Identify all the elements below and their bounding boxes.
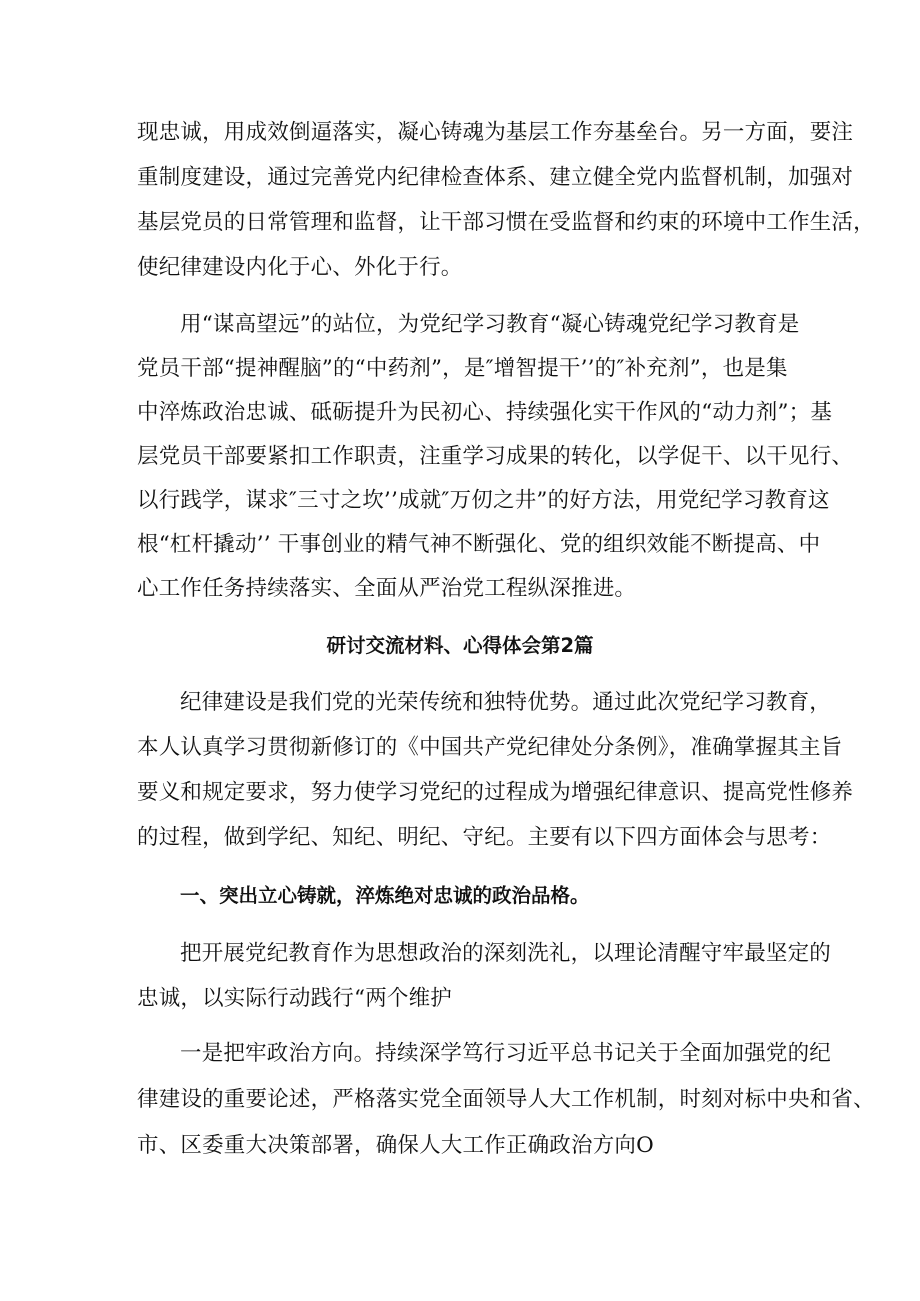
paragraph-line: 市、区委重大决策部署，确保人大工作正确政治方向O [137, 1133, 654, 1158]
subsection-heading: 一、突出立心铸就，淬炼绝对忠诚的政治品格。 [180, 884, 590, 907]
paragraph-line: 根“杠杆撬动’’ 干事创业的精气神不断强化、党的组织效能不断提高、中 [137, 532, 821, 557]
section-title: 研讨交流材料、心得体会第2篇 [326, 634, 594, 657]
paragraph-line: 以行践学，谋求″三寸之坎’’成就″万仞之井”的好方法，用党纪学习教育这 [137, 488, 830, 513]
paragraph-line: 把开展党纪教育作为思想政治的深刻洗礼，以理论清醒守牢最坚定的 [180, 941, 832, 966]
paragraph-line: 纪律建设是我们党的光荣传统和独特优势。通过此次党纪学习教育， [180, 690, 832, 715]
paragraph-line: 本人认真学习贯彻新修订的《中国共产党纪律处分条例》，准确掌握其主旨 [137, 735, 843, 760]
paragraph-line: 用“谋高望远”的站位，为党纪学习教育“凝心铸魂党纪学习教育是 [180, 312, 800, 337]
paragraph-line: 心工作任务持续落实、全面从严治党工程纵深推进。 [137, 576, 637, 601]
paragraph-line: 中淬炼政治忠诚、砥砺提升为民初心、持续强化实干作风的“动力剂”；基 [137, 400, 833, 425]
paragraph-line: 的过程，做到学纪、知纪、明纪、守纪。主要有以下四方面体会与思考： [137, 825, 832, 850]
paragraph-line: 使纪律建设内化于心、外化于行。 [137, 255, 463, 280]
paragraph-line: 层党员干部要紧扣工作职责，注重学习成果的转化，以学促干、以干见行、 [137, 444, 854, 469]
paragraph-line: 现忠诚，用成效倒逼落实，凝心铸魂为基层工作夯基垒台。另一方面，要注 [137, 120, 854, 145]
paragraph-line: 忠诚，以实际行动践行“两个维护 [137, 986, 452, 1011]
paragraph-line: 党员干部“提神醒脑”的“中药剂”，是″增智提干’’的″补充剂”，也是集 [137, 356, 788, 381]
paragraph-line: 要义和规定要求，努力使学习党纪的过程成为增强纪律意识、提高党性修养 [137, 780, 854, 805]
paragraph-line: 基层党员的日常管理和监督，让干部习惯在受监督和约束的环境中工作生活， [137, 210, 875, 235]
paragraph-line: 一是把牢政治方向。持续深学笃行习近平总书记关于全面加强党的纪 [180, 1041, 832, 1066]
paragraph-line: 重制度建设，通过完善党内纪律检查体系、建立健全党内监督机制，加强对 [137, 165, 854, 190]
paragraph-line: 律建设的重要论述，严格落实党全面领导人大工作机制，时刻对标中央和省、 [137, 1087, 875, 1112]
